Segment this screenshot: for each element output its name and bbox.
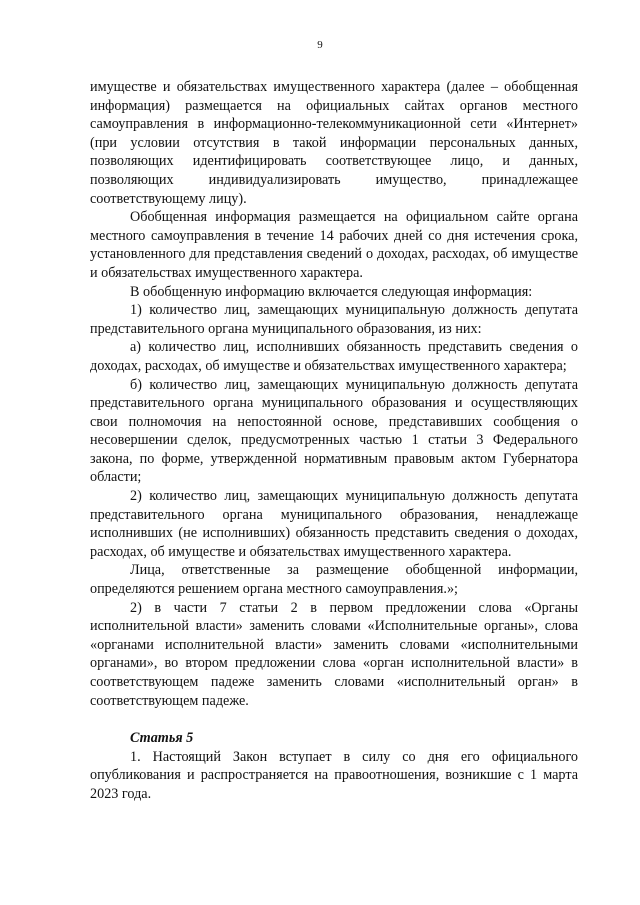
list-item-1: 1) количество лиц, замещающих муниципальную должность депутата представительного органа муниципального образования, из них: (90, 302, 578, 337)
article-heading: Статья 5 (130, 730, 194, 747)
page-number: 9 (317, 39, 323, 51)
paragraph-amendment-part-7: 2) в части 7 статьи 2 в первом предложении слова «Органы исполнительной власти» заменить словами «Исполнительные органы», слова «органами исполнительной власти» заменить словами «исполнительными органами», во втором предложении слова «орган исполнительной власти» в соответствующем падеже заменить словами «исполнительный орган» в соответствующем падеже. (90, 599, 578, 709)
list-item-1a: а) количество лиц, исполнивших обязанность представить сведения о доходах, расходах, об имуществе и обязательствах имущественного характера; (90, 339, 578, 374)
paragraph-placement-deadline: Обобщенная информация размещается на официальном сайте органа местного самоуправления в течение 14 рабочих дней со дня истечения срока, установленного для представления сведений о доходах, расходах, об имуществе и обязательствах имущественного характера. (90, 209, 578, 281)
list-item-2: 2) количество лиц, замещающих муниципальную должность депутата представительного органа муниципального образования, ненадлежаще исполнивших (не исполнивших) обязанность представить сведения о доходах, расходах, об имуществе и обязательствах имущественного характера. (90, 488, 578, 560)
document-body (90, 78, 578, 804)
paragraph-included-info-intro: В обобщенную информацию включается следующая информация: (130, 283, 533, 300)
paragraph-obobshchennaya-info-placement: имуществе и обязательствах имущественного характера (далее – обобщенная информация) размещается на официальных сайтах органов местного самоуправления в информационно-телекоммуникационной сети «Интернет» (при условии отсутствия в такой информации персональных данных, позволяющих идентифицировать соответствующее лицо, и данных, позволяющих индивидуализировать имущество, принадлежащее соответствующему лицу). (90, 79, 578, 207)
paragraph-responsible-persons: Лица, ответственные за размещение обобщенной информации, определяются решением органа местного самоуправления.»; (90, 562, 578, 598)
list-item-1b: б) количество лиц, замещающих муниципальную должность депутата представительного органа муниципального образования и осуществляющих свои полномочия на непостоянной основе, представивших сообщения о несовершении сделок, предусмотренных частью 1 статьи 3 Федерального закона, по форме, утвержденной нормативным правовым актом Губернатора области; (90, 376, 578, 486)
article-5-paragraph-1: 1. Настоящий Закон вступает в силу со дня его официального опубликования и распространяется на правоотношения, возникшие с 1 марта 2023 года. (90, 748, 578, 802)
